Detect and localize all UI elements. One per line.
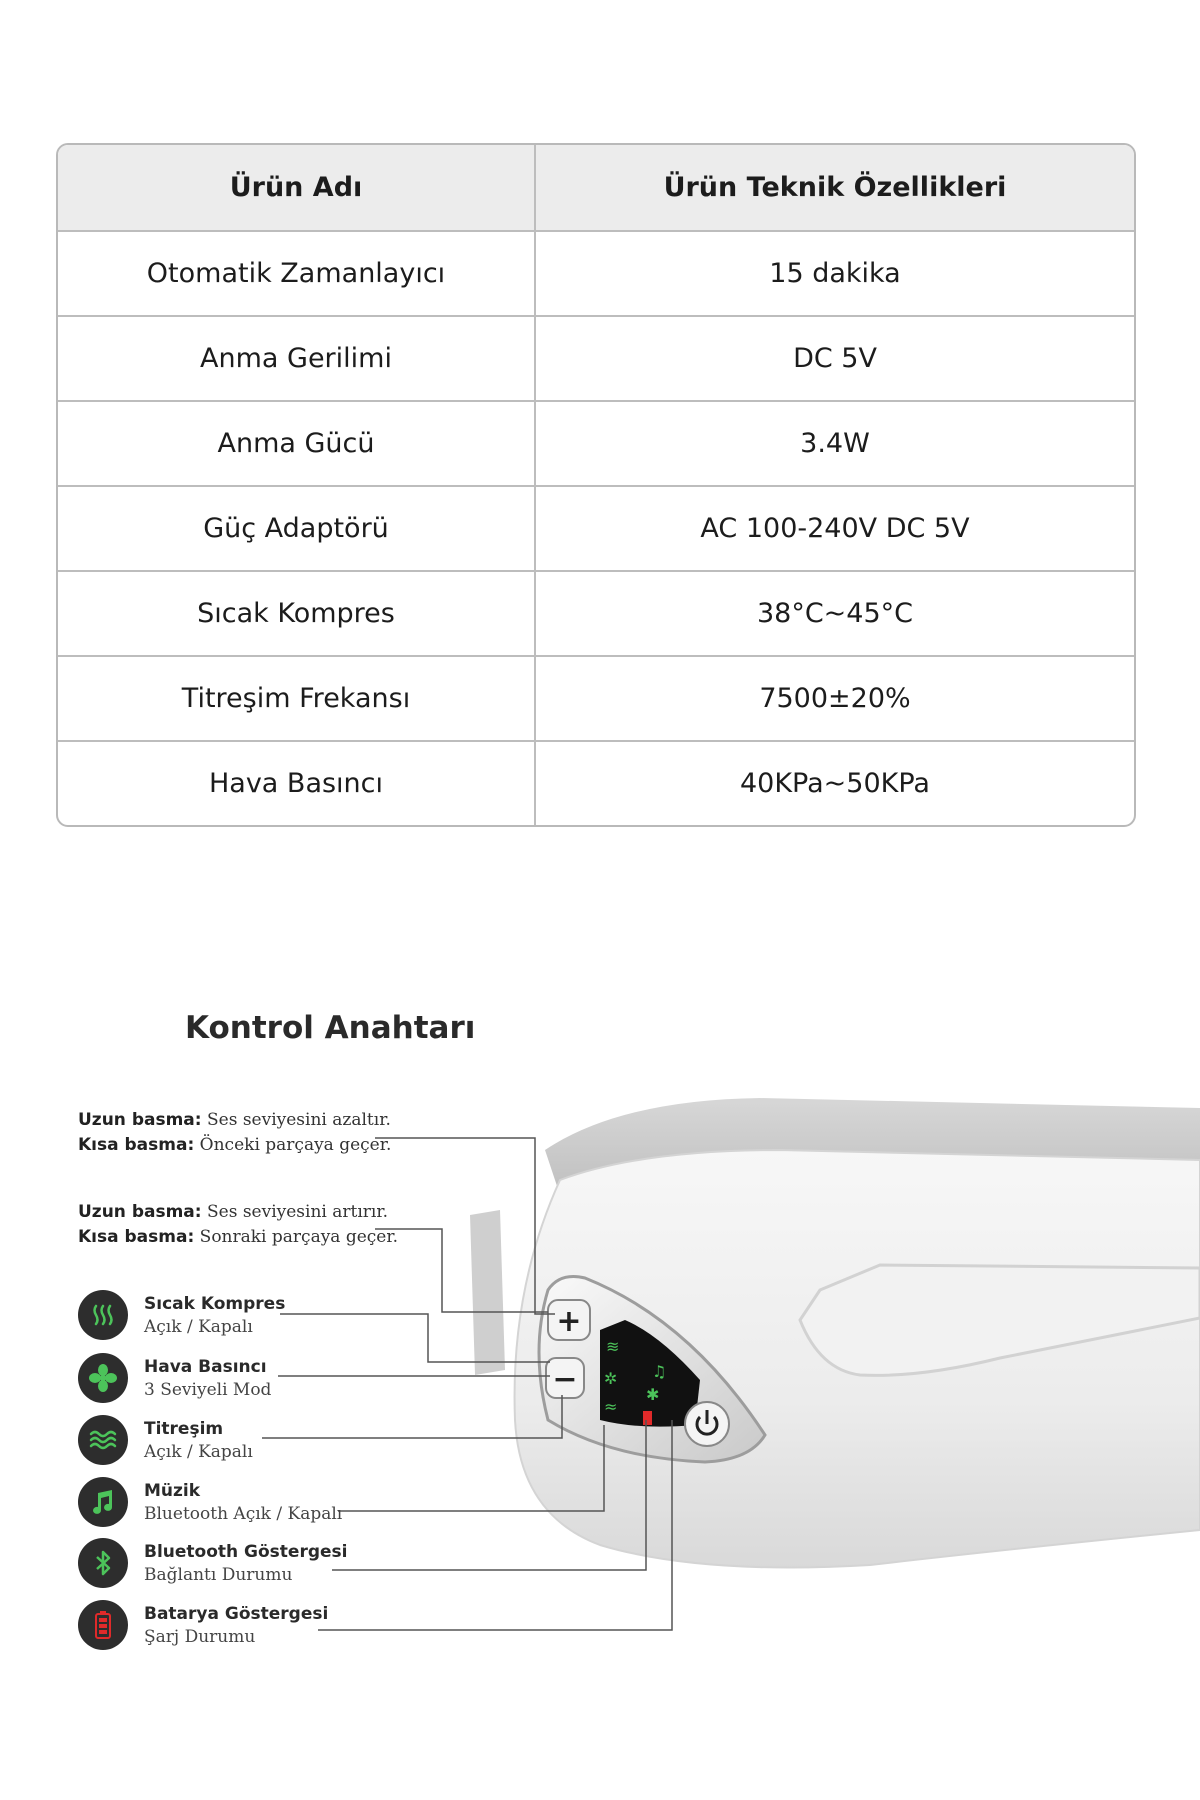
minus-button[interactable] [546, 1358, 584, 1398]
plus-button-note: Uzun basma: Ses seviyesini artırır. Kısa basma: Sonraki parçaya geçer. [78, 1202, 399, 1247]
svg-text:−: − [552, 1362, 578, 1397]
plus-button[interactable] [548, 1300, 590, 1340]
battery-icon [78, 1600, 128, 1650]
spec-name: Titreşim Frekansı [58, 657, 536, 740]
feature-desc: Açık / Kapalı [144, 1441, 253, 1462]
spec-name: Anma Gücü [58, 402, 536, 485]
feature-title: Sıcak Kompres [144, 1293, 286, 1314]
svg-text:✱: ✱ [646, 1385, 660, 1404]
feature-desc: Şarj Durumu [144, 1626, 256, 1647]
vibration-icon [78, 1415, 128, 1465]
svg-text:≈: ≈ [604, 1397, 618, 1416]
spec-name: Sıcak Kompres [58, 572, 536, 655]
bluetooth-icon [78, 1538, 128, 1588]
svg-text:♫: ♫ [652, 1362, 667, 1381]
feature-heat [78, 1290, 285, 1340]
spec-name: Güç Adaptörü [58, 487, 536, 570]
feature-title: Titreşim [144, 1418, 224, 1439]
spec-value: AC 100-240V DC 5V [700, 513, 970, 544]
feature-desc: Bluetooth Açık / Kapalı [144, 1503, 343, 1524]
feature-title: Müzik [144, 1480, 201, 1501]
feature-music [78, 1477, 342, 1527]
feature-air-pressure [78, 1353, 271, 1403]
feature-title: Batarya Göstergesi [144, 1603, 329, 1624]
spec-value: 7500±20% [759, 683, 911, 714]
spec-value: 3.4W [800, 428, 870, 459]
minus-button-note: Uzun basma: Ses seviyesini azaltır. Kısa basma: Önceki parçaya geçer. [78, 1110, 392, 1155]
svg-text:+: + [556, 1304, 582, 1339]
svg-text:✲: ✲ [604, 1369, 618, 1388]
spec-name: Otomatik Zamanlayıcı [58, 232, 536, 315]
heat-icon [78, 1290, 128, 1340]
feature-desc: Açık / Kapalı [144, 1316, 253, 1337]
spec-value: 40KPa~50KPa [740, 768, 930, 799]
spec-value: 38°C~45°C [756, 598, 914, 629]
feature-vibration [78, 1415, 253, 1465]
feature-battery [78, 1600, 328, 1650]
fan-icon [78, 1353, 128, 1403]
svg-text:≋: ≋ [606, 1337, 620, 1356]
feature-desc: 3 Seviyeli Mod [144, 1379, 272, 1400]
spec-value: DC 5V [793, 343, 877, 374]
spec-name: Hava Basıncı [58, 742, 536, 825]
feature-bluetooth [78, 1538, 348, 1588]
header-product-name: Ürün Adı [58, 145, 536, 230]
power-button[interactable] [685, 1402, 729, 1446]
spec-name: Anma Gerilimi [58, 317, 536, 400]
spec-value: 15 dakika [769, 258, 901, 289]
music-icon [78, 1477, 128, 1527]
header-technical-specs: Ürün Teknik Özellikleri [663, 172, 1007, 203]
feature-desc: Bağlantı Durumu [144, 1564, 293, 1585]
section-title: Kontrol Anahtarı [185, 1010, 476, 1046]
feature-title: Hava Basıncı [144, 1356, 267, 1377]
feature-title: Bluetooth Göstergesi [144, 1541, 348, 1562]
